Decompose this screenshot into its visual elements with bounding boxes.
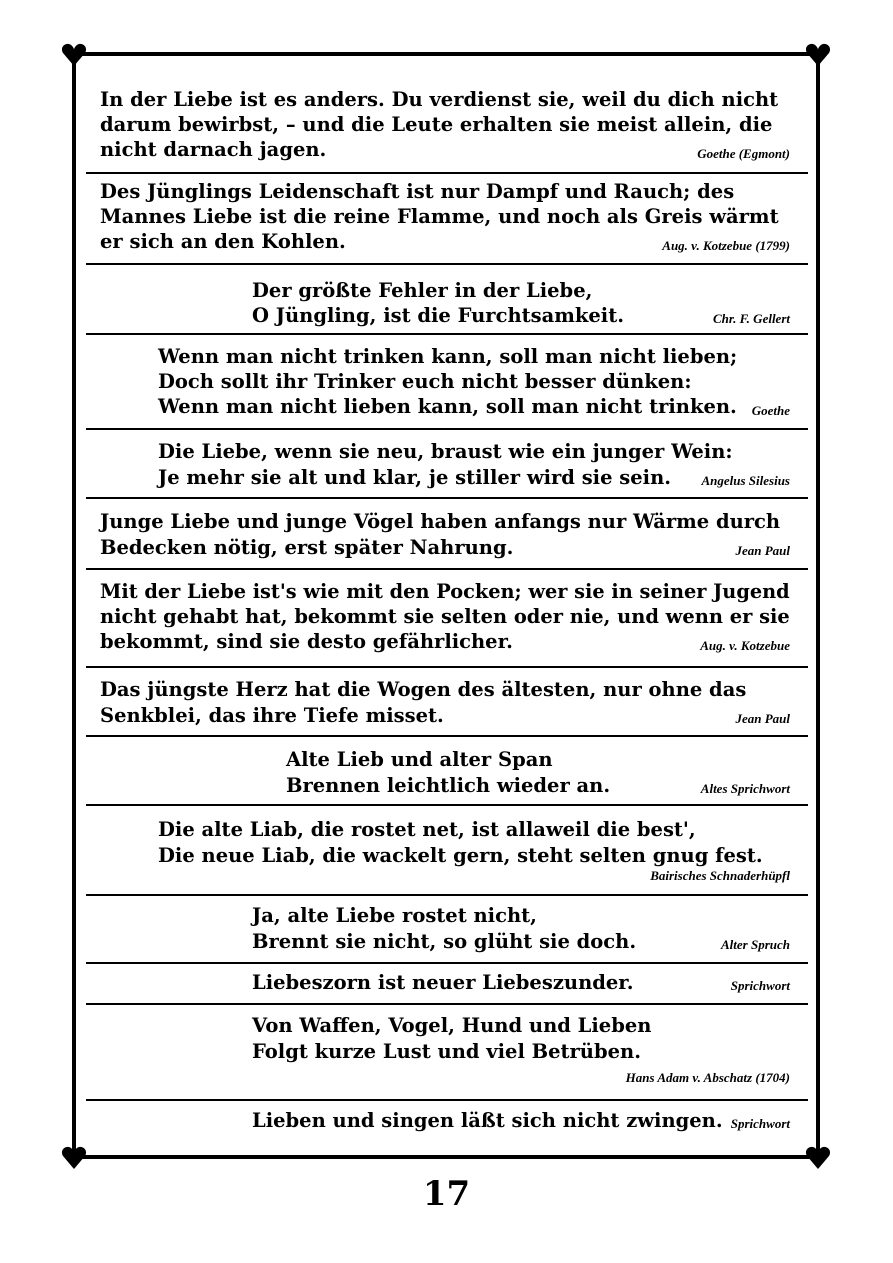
quote-line: Mit der Liebe ist's wie mit den Pocken; wer sie in seiner Jugend bbox=[100, 580, 790, 603]
quote-separator bbox=[86, 333, 808, 335]
quote-separator bbox=[86, 568, 808, 570]
quote-block bbox=[100, 580, 790, 660]
quote-author: Aug. v. Kotzebue bbox=[700, 638, 790, 653]
quote-line: In der Liebe ist es anders. Du verdienst sie, weil du dich nicht bbox=[100, 88, 779, 111]
quote-separator bbox=[86, 1003, 808, 1005]
quote-separator bbox=[86, 804, 808, 806]
quote-separator bbox=[86, 962, 808, 964]
quote-author: Bairisches Schnaderhüpfl bbox=[650, 868, 790, 883]
quote-line: Des Jünglings Leidenschaft ist nur Dampf und Rauch; des bbox=[100, 180, 735, 203]
quote-block bbox=[100, 971, 790, 999]
quote-line: Brennt sie nicht, so glüht sie doch. bbox=[252, 930, 637, 953]
quote-line: Von Waffen, Vogel, Hund und Lieben bbox=[252, 1014, 652, 1037]
quote-author: Alter Spruch bbox=[721, 937, 790, 952]
quote-author: Hans Adam v. Abschatz (1704) bbox=[625, 1070, 790, 1085]
quote-block bbox=[100, 904, 790, 956]
quote-separator bbox=[86, 894, 808, 896]
quote-line: Die alte Liab, die rostet net, ist allaweil die best', bbox=[158, 818, 696, 841]
quote-separator bbox=[86, 263, 808, 265]
quote-author: Angelus Silesius bbox=[701, 473, 790, 488]
heart-ornament-bottom-left-icon bbox=[61, 1145, 87, 1171]
quote-author: Jean Paul bbox=[735, 543, 790, 558]
quote-line: Senkblei, das ihre Tiefe misset. bbox=[100, 704, 444, 727]
quote-separator bbox=[86, 428, 808, 430]
quote-block bbox=[100, 345, 790, 425]
quote-line: Bedecken nötig, erst später Nahrung. bbox=[100, 536, 514, 559]
quote-line: Ja, alte Liebe rostet nicht, bbox=[252, 904, 537, 927]
quote-line: Junge Liebe und junge Vögel haben anfangs nur Wärme durch bbox=[100, 510, 781, 533]
quote-line: Wenn man nicht lieben kann, soll man nicht trinken. bbox=[158, 395, 737, 418]
quote-separator bbox=[86, 497, 808, 499]
quote-line: Der größte Fehler in der Liebe, bbox=[252, 279, 593, 302]
quote-line: Die Liebe, wenn sie neu, braust wie ein junger Wein: bbox=[158, 440, 733, 463]
heart-ornament-top-right-icon bbox=[805, 42, 831, 68]
quote-line: Die neue Liab, die wackelt gern, steht selten gnug fest. bbox=[158, 844, 763, 867]
quote-line: Je mehr sie alt und klar, je stiller wird sie sein. bbox=[158, 466, 672, 489]
quote-author: Sprichwort bbox=[730, 1116, 790, 1131]
quote-line: nicht darnach jagen. bbox=[100, 138, 327, 161]
quote-author: Sprichwort bbox=[730, 978, 790, 993]
quote-line: er sich an den Kohlen. bbox=[100, 230, 346, 253]
quote-block bbox=[100, 88, 790, 168]
quote-line: Das jüngste Herz hat die Wogen des ältesten, nur ohne das bbox=[100, 678, 747, 701]
quote-separator bbox=[86, 735, 808, 737]
quote-block bbox=[100, 1014, 790, 1094]
quote-line: Mannes Liebe ist die reine Flamme, und noch als Greis wärmt bbox=[100, 205, 779, 228]
frame-left-border bbox=[72, 52, 76, 1159]
quote-block bbox=[100, 678, 790, 730]
quote-line: Liebeszorn ist neuer Liebeszunder. bbox=[252, 971, 634, 994]
quote-line: Alte Lieb und alter Span bbox=[286, 748, 553, 771]
quote-block bbox=[100, 440, 790, 492]
quote-line: Doch sollt ihr Trinker euch nicht besser dünken: bbox=[158, 370, 692, 393]
quote-line: O Jüngling, ist die Furchtsamkeit. bbox=[252, 304, 624, 327]
quote-line: bekommt, sind sie desto gefährlicher. bbox=[100, 630, 513, 653]
quote-block bbox=[100, 818, 790, 890]
quote-author: Goethe bbox=[751, 403, 790, 418]
quote-block bbox=[100, 1109, 790, 1139]
frame-bottom-border bbox=[72, 1155, 820, 1159]
quote-separator bbox=[86, 666, 808, 668]
frame-top-border bbox=[72, 52, 820, 56]
quote-line: Brennen leichtlich wieder an. bbox=[286, 774, 611, 797]
quote-author: Goethe (Egmont) bbox=[697, 146, 790, 161]
quote-author: Altes Sprichwort bbox=[700, 781, 790, 796]
quote-separator bbox=[86, 172, 808, 174]
quote-line: Folgt kurze Lust und viel Betrüben. bbox=[252, 1040, 641, 1063]
quote-block bbox=[100, 510, 790, 562]
page-number: 17 bbox=[422, 1174, 471, 1214]
quote-block bbox=[100, 279, 790, 329]
quote-line: Lieben und singen läßt sich nicht zwingen. bbox=[252, 1109, 723, 1132]
quote-separator bbox=[86, 1099, 808, 1101]
heart-ornament-bottom-right-icon bbox=[805, 1145, 831, 1171]
quote-author: Jean Paul bbox=[735, 711, 790, 726]
quote-author: Aug. v. Kotzebue (1799) bbox=[662, 238, 790, 253]
quote-line: darum bewirbst, – und die Leute erhalten sie meist allein, die bbox=[100, 113, 773, 136]
heart-ornament-top-left-icon bbox=[61, 42, 87, 68]
frame-right-border bbox=[816, 52, 820, 1159]
quote-line: nicht gehabt hat, bekommt sie selten oder nie, und wenn er sie bbox=[100, 605, 790, 628]
quote-block bbox=[100, 180, 790, 260]
quote-author: Chr. F. Gellert bbox=[712, 311, 790, 326]
quote-line: Wenn man nicht trinken kann, soll man nicht lieben; bbox=[158, 345, 738, 368]
quote-block bbox=[100, 748, 790, 800]
